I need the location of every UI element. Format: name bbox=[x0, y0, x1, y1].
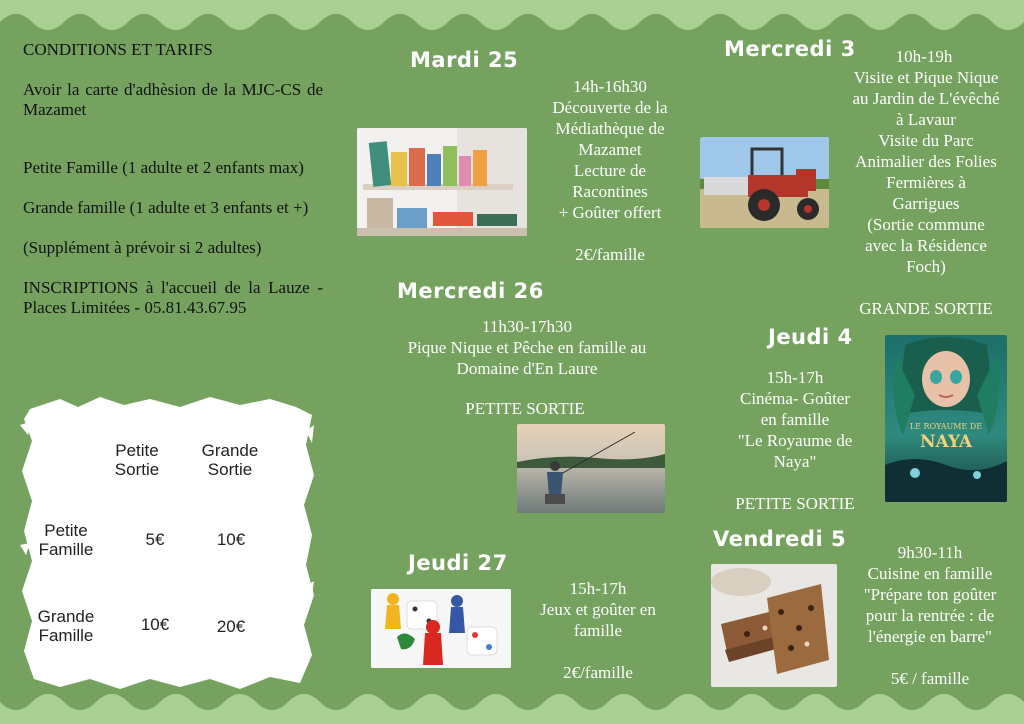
event-line: pour la rentrée : de bbox=[865, 606, 995, 625]
event-jeudi-4-text bbox=[718, 367, 872, 514]
event-line: + Goûter offert bbox=[558, 203, 662, 222]
board-game-pieces-photo bbox=[371, 589, 511, 668]
day-mardi-25: Mardi 25 bbox=[410, 48, 519, 72]
event-mercredi-3-time: 10h-19h bbox=[895, 47, 953, 66]
poster-title-line2: NAYA bbox=[919, 432, 973, 452]
event-line: au Jardin de L'évêché bbox=[852, 89, 1000, 108]
row-petite-famille: Petite Famille bbox=[38, 521, 94, 559]
price-petite-famille-grande-sortie: 10€ bbox=[216, 530, 246, 549]
event-line: Médiathèque de bbox=[555, 119, 665, 138]
tarifs-table bbox=[20, 395, 314, 690]
event-mercredi-3-text bbox=[830, 67, 1022, 319]
day-jeudi-27: Jeudi 27 bbox=[408, 551, 508, 575]
royaume-de-naya-poster bbox=[885, 335, 1007, 502]
event-line: Domaine d'En Laure bbox=[456, 359, 598, 378]
event-line: Lecture de bbox=[573, 161, 647, 180]
event-line: (Sortie commune bbox=[867, 215, 985, 234]
event-line: 15h-17h bbox=[766, 368, 824, 387]
row-grande-famille: Grande Famille bbox=[37, 607, 95, 645]
price-petite-famille-petite-sortie: 5€ bbox=[145, 530, 165, 549]
tractor-photo bbox=[700, 137, 829, 228]
event-line: Foch) bbox=[906, 257, 946, 276]
event-line: "Le Royaume de bbox=[737, 431, 853, 450]
header-grande-sortie: Grande Sortie bbox=[201, 441, 259, 479]
event-line bbox=[842, 647, 1018, 668]
event-jeudi-27-text bbox=[518, 578, 678, 683]
day-mercredi-3: Mercredi 3 bbox=[724, 37, 856, 61]
event-line: Fermières à bbox=[886, 173, 966, 192]
event-line: Visite et Pique Nique bbox=[853, 68, 999, 87]
event-line: 2€/famille bbox=[575, 245, 645, 264]
event-line: Cuisine en famille bbox=[867, 564, 993, 583]
event-line: Visite du Parc bbox=[878, 131, 974, 150]
event-line: 5€ / famille bbox=[890, 669, 970, 688]
event-line bbox=[518, 641, 678, 662]
event-line: Mazamet bbox=[578, 140, 642, 159]
event-line: 15h-17h bbox=[569, 579, 627, 598]
petite-famille-text: Petite Famille (1 adulte et 2 enfants max) bbox=[23, 158, 304, 177]
header-petite-sortie: Petite Sortie bbox=[114, 441, 160, 479]
event-line: 2€/famille bbox=[563, 663, 633, 682]
event-line: GRANDE SORTIE bbox=[859, 299, 993, 318]
event-line: 9h30-11h bbox=[897, 543, 963, 562]
library-bookshelf-photo bbox=[357, 128, 527, 236]
top-wave-border bbox=[0, 0, 1024, 40]
event-line: Garrigues bbox=[892, 194, 960, 213]
event-line: Découverte de la bbox=[552, 98, 668, 117]
event-line: à Lavaur bbox=[896, 110, 956, 129]
event-line: famille bbox=[573, 621, 623, 640]
event-line: Racontines bbox=[572, 182, 648, 201]
grande-famille-text: Grande famille (1 adulte et 3 enfants et +) bbox=[23, 198, 309, 217]
day-vendredi-5: Vendredi 5 bbox=[713, 527, 847, 551]
membership-text: Avoir la carte d'adhèsion de la MJC-CS de Mazamet bbox=[23, 80, 323, 119]
poster-title-line1: LE ROYAUME DE bbox=[909, 422, 983, 431]
event-mardi-25-text bbox=[530, 76, 690, 265]
event-line: Naya" bbox=[773, 452, 817, 471]
price-grande-famille-grande-sortie: 20€ bbox=[216, 617, 246, 636]
event-line: Pique Nique et Pêche en famille au bbox=[407, 338, 647, 357]
event-mercredi-26-text bbox=[372, 316, 682, 400]
event-line bbox=[718, 472, 872, 493]
event-line: avec la Résidence bbox=[865, 236, 987, 255]
price-grande-famille-petite-sortie: 10€ bbox=[140, 615, 170, 634]
event-mercredi-26-category: PETITE SORTIE bbox=[465, 399, 585, 418]
event-line bbox=[830, 277, 1022, 298]
event-line: en famille bbox=[760, 410, 830, 429]
inscriptions-text: INSCRIPTIONS à l'accueil de la Lauze - Places Limitées - 05.81.43.67.95 bbox=[23, 278, 323, 317]
bottom-wave-border bbox=[0, 684, 1024, 724]
supplement-text: (Supplément à prévoir si 2 adultes) bbox=[23, 238, 262, 257]
day-jeudi-4: Jeudi 4 bbox=[768, 325, 853, 349]
event-line: 14h-16h30 bbox=[573, 77, 647, 96]
event-vendredi-5-text bbox=[842, 542, 1018, 689]
event-line: PETITE SORTIE bbox=[735, 494, 855, 513]
day-mercredi-26: Mercredi 26 bbox=[397, 279, 544, 303]
event-line: l'énergie en barre" bbox=[868, 627, 992, 646]
event-line bbox=[530, 223, 690, 244]
event-line: Animalier des Folies bbox=[855, 152, 997, 171]
conditions-section bbox=[23, 40, 323, 338]
event-line: 11h30-17h30 bbox=[481, 317, 573, 336]
event-line: "Prépare ton goûter bbox=[863, 585, 997, 604]
fishing-lake-photo bbox=[517, 424, 665, 513]
event-line: Cinéma- Goûter bbox=[740, 389, 850, 408]
cereal-bars-photo bbox=[711, 564, 837, 687]
event-line: Jeux et goûter en bbox=[540, 600, 656, 619]
conditions-title: CONDITIONS ET TARIFS bbox=[23, 40, 213, 59]
event-line bbox=[372, 379, 682, 400]
